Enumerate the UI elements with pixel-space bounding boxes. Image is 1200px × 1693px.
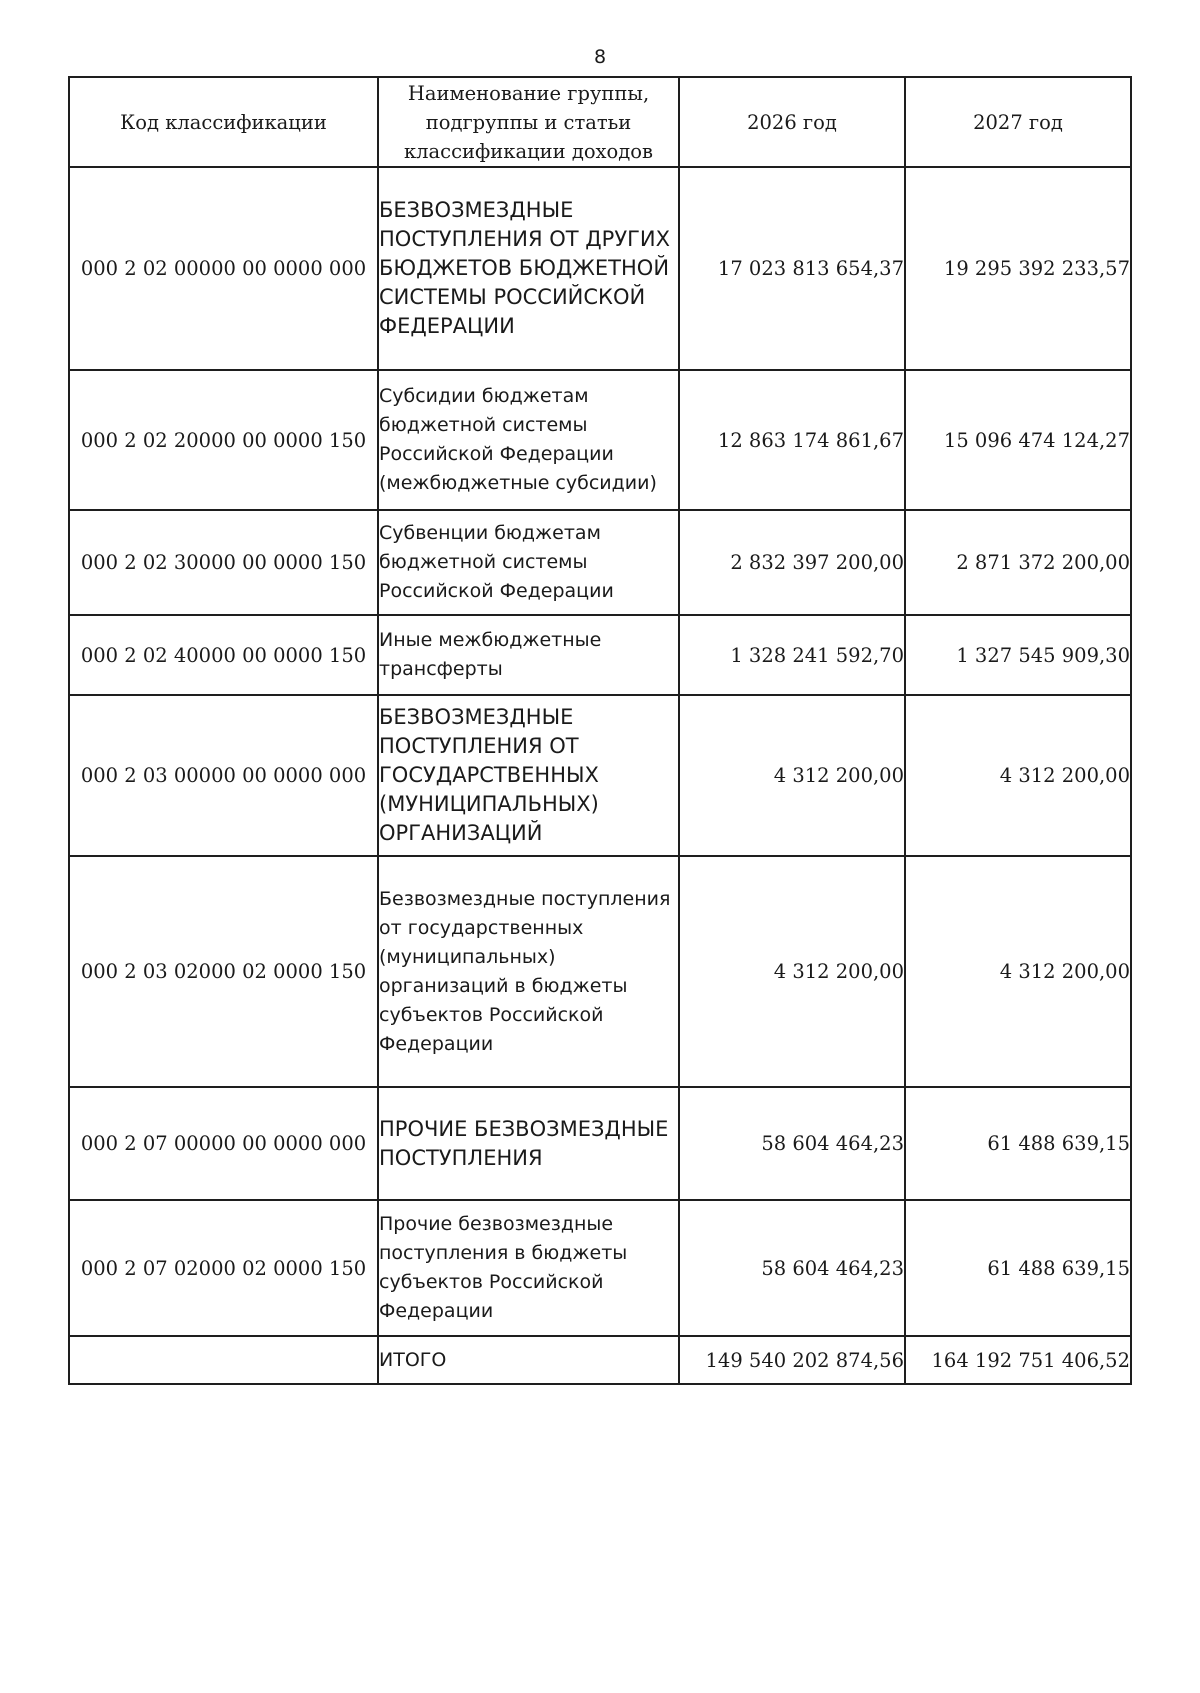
amount-2026: 58 604 464,23	[679, 1200, 905, 1336]
classification-name: БЕЗВОЗМЕЗДНЫЕ ПОСТУПЛЕНИЯ ОТ ГОСУДАРСТВЕННЫХ (МУНИЦИПАЛЬНЫХ) ОРГАНИЗАЦИЙ	[378, 695, 679, 856]
amount-2026: 12 863 174 861,67	[679, 370, 905, 510]
header-year-2027: 2027 год	[905, 77, 1131, 167]
classification-name: Прочие безвозмездные поступления в бюджеты субъектов Российской Федерации	[378, 1200, 679, 1336]
amount-2026: 17 023 813 654,37	[679, 167, 905, 370]
classification-name: ПРОЧИЕ БЕЗВОЗМЕЗДНЫЕ ПОСТУПЛЕНИЯ	[378, 1087, 679, 1200]
classification-code: 000 2 03 00000 00 0000 000	[69, 695, 378, 856]
amount-2026: 4 312 200,00	[679, 856, 905, 1087]
table-row	[69, 1200, 1131, 1336]
classification-name: Безвозмездные поступления от государственных (муниципальных) организаций в бюджеты субъектов Российской Федерации	[378, 856, 679, 1087]
amount-2027: 1 327 545 909,30	[905, 615, 1131, 695]
amount-2027: 61 488 639,15	[905, 1087, 1131, 1200]
classification-name: Субсидии бюджетам бюджетной системы Российской Федерации (межбюджетные субсидии)	[378, 370, 679, 510]
table-row	[69, 615, 1131, 695]
classification-code: 000 2 03 02000 02 0000 150	[69, 856, 378, 1087]
table-row	[69, 856, 1131, 1087]
total-row	[69, 1336, 1131, 1384]
table-row	[69, 1087, 1131, 1200]
table-header-row	[69, 77, 1131, 167]
classification-name: Иные межбюджетные трансферты	[378, 615, 679, 695]
table-row	[69, 510, 1131, 615]
amount-2027: 2 871 372 200,00	[905, 510, 1131, 615]
table-row	[69, 370, 1131, 510]
classification-code: 000 2 02 20000 00 0000 150	[69, 370, 378, 510]
amount-2026: 4 312 200,00	[679, 695, 905, 856]
table-row	[69, 167, 1131, 370]
total-code	[69, 1336, 378, 1384]
classification-code: 000 2 07 02000 02 0000 150	[69, 1200, 378, 1336]
classification-code: 000 2 02 30000 00 0000 150	[69, 510, 378, 615]
revenue-table	[68, 76, 1132, 1385]
classification-code: 000 2 02 00000 00 0000 000	[69, 167, 378, 370]
amount-2027: 4 312 200,00	[905, 856, 1131, 1087]
amount-2027: 15 096 474 124,27	[905, 370, 1131, 510]
classification-name: БЕЗВОЗМЕЗДНЫЕ ПОСТУПЛЕНИЯ ОТ ДРУГИХ БЮДЖЕТОВ БЮДЖЕТНОЙ СИСТЕМЫ РОССИЙСКОЙ ФЕДЕРАЦИИ	[378, 167, 679, 370]
amount-2027: 61 488 639,15	[905, 1200, 1131, 1336]
header-year-2026: 2026 год	[679, 77, 905, 167]
amount-2026: 1 328 241 592,70	[679, 615, 905, 695]
total-label: ИТОГО	[378, 1336, 679, 1384]
table-row	[69, 695, 1131, 856]
header-code: Код классификации	[69, 77, 378, 167]
classification-code: 000 2 02 40000 00 0000 150	[69, 615, 378, 695]
total-2026: 149 540 202 874,56	[679, 1336, 905, 1384]
classification-name: Субвенции бюджетам бюджетной системы Российской Федерации	[378, 510, 679, 615]
amount-2027: 19 295 392 233,57	[905, 167, 1131, 370]
amount-2027: 4 312 200,00	[905, 695, 1131, 856]
amount-2026: 58 604 464,23	[679, 1087, 905, 1200]
amount-2026: 2 832 397 200,00	[679, 510, 905, 615]
classification-code: 000 2 07 00000 00 0000 000	[69, 1087, 378, 1200]
header-name: Наименование группы, подгруппы и статьи классификации доходов	[378, 77, 679, 167]
total-2027: 164 192 751 406,52	[905, 1336, 1131, 1384]
page-number: 8	[593, 46, 607, 68]
